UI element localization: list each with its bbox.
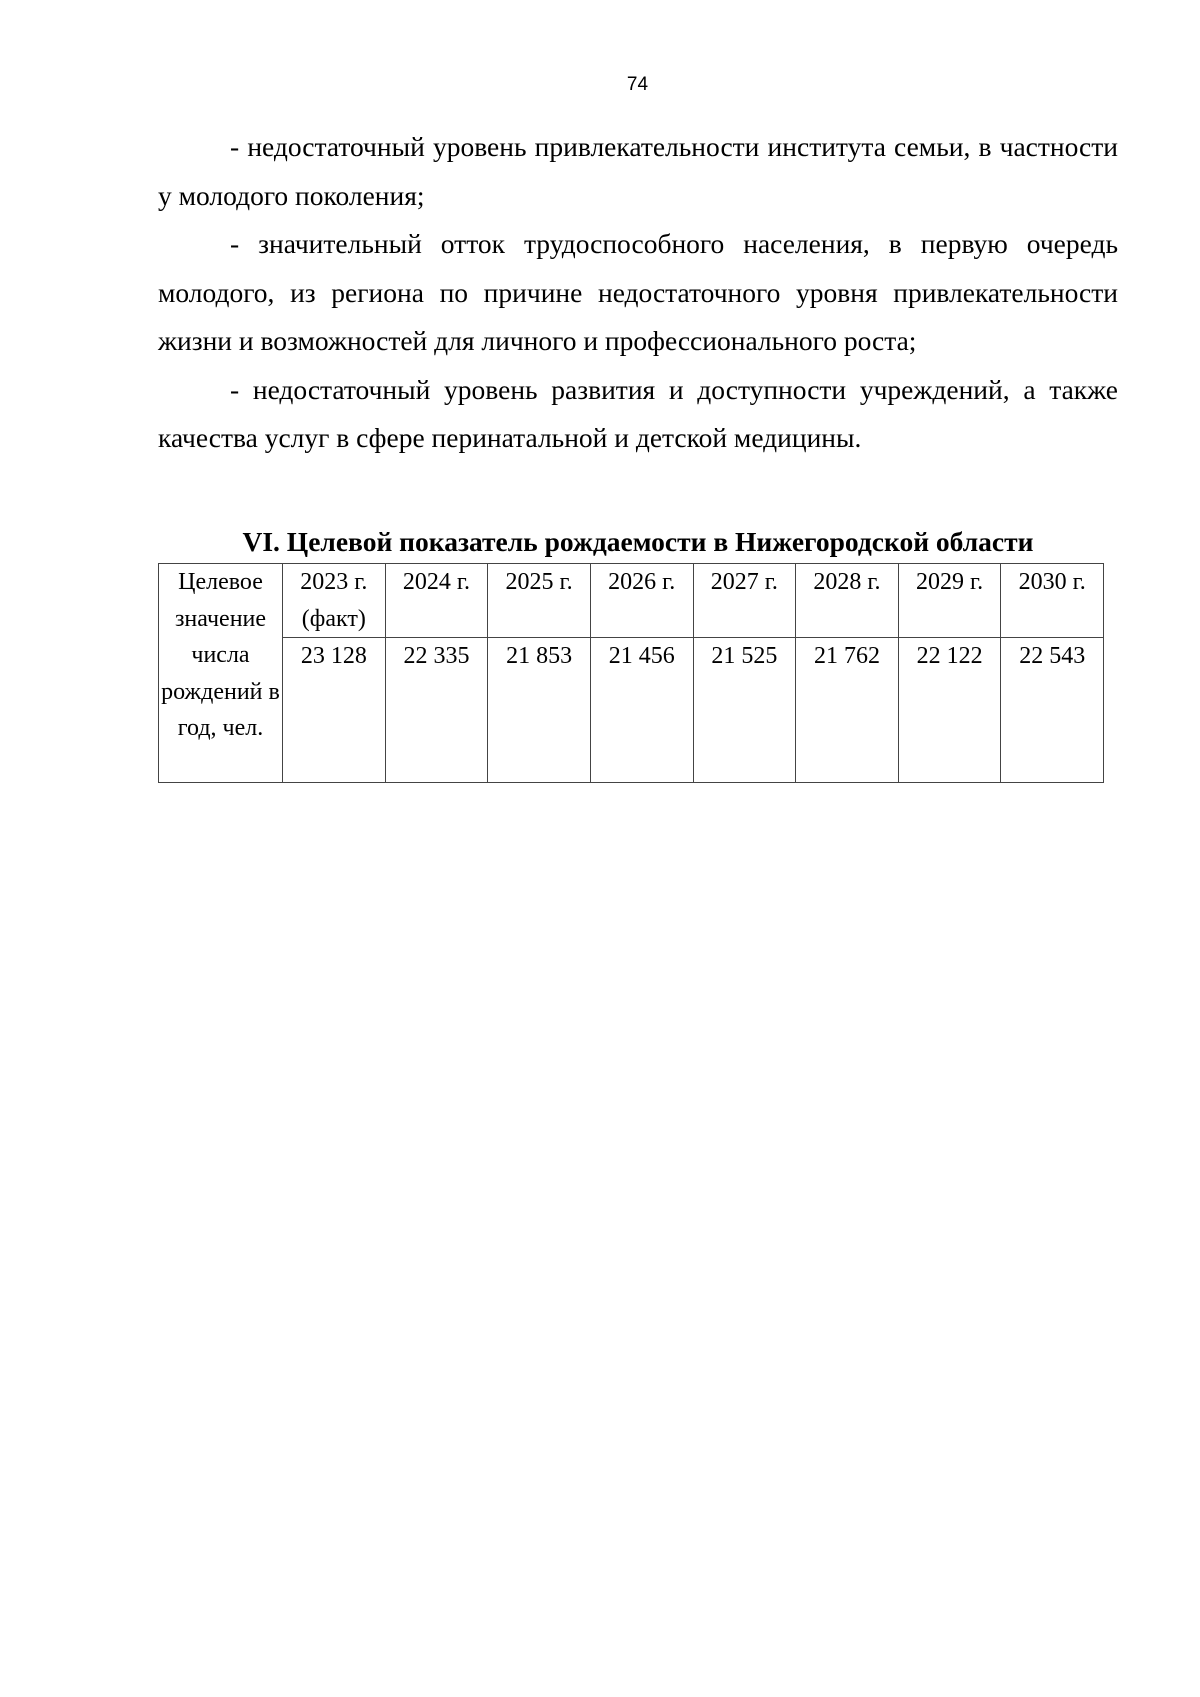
- paragraph-family-attractiveness: - недостаточный уровень привлекательности института семьи, в частности у молодого поколения;: [158, 131, 1118, 211]
- year-header-2025: 2025 г.: [488, 564, 591, 638]
- paragraph-population-outflow: - значительный отток трудоспособного населения, в первую очередь молодого, из региона по причине недостаточного уровня привлекательности жизни и возможностей для личного и профессионального роста;: [158, 228, 1118, 356]
- value-cell-2026: 21 456: [590, 638, 693, 783]
- value-cell-2024: 22 335: [385, 638, 488, 783]
- year-header-2023: 2023 г. (факт): [283, 564, 386, 638]
- value-cell-2025: 21 853: [488, 638, 591, 783]
- birth-rate-target-table: [158, 563, 1104, 783]
- year-header-2030: 2030 г.: [1001, 564, 1104, 638]
- page-number: 74: [626, 74, 649, 95]
- year-header-2024: 2024 г.: [385, 564, 488, 638]
- section-heading: VI. Целевой показатель рождаемости в Нижегородской области: [242, 526, 1034, 557]
- paragraph-medical-services: - недостаточный уровень развития и доступности учреждений, а также качества услуг в сфере перинатальной и детской медицины.: [158, 373, 1118, 453]
- value-cell-2029: 22 122: [898, 638, 1001, 783]
- year-header-2027: 2027 г.: [693, 564, 796, 638]
- table-header-row: [159, 564, 1104, 638]
- value-cell-2027: 21 525: [693, 638, 796, 783]
- row-label-cell: Целевое значение числа рождений в год, чел.: [159, 564, 283, 783]
- value-cell-2023: 23 128: [283, 638, 386, 783]
- value-cell-2028: 21 762: [796, 638, 899, 783]
- table-value-row: [159, 638, 1104, 783]
- value-cell-2030: 22 543: [1001, 638, 1104, 783]
- body-text: [158, 123, 1118, 463]
- year-header-2026: 2026 г.: [590, 564, 693, 638]
- year-header-2029: 2029 г.: [898, 564, 1001, 638]
- year-header-2028: 2028 г.: [796, 564, 899, 638]
